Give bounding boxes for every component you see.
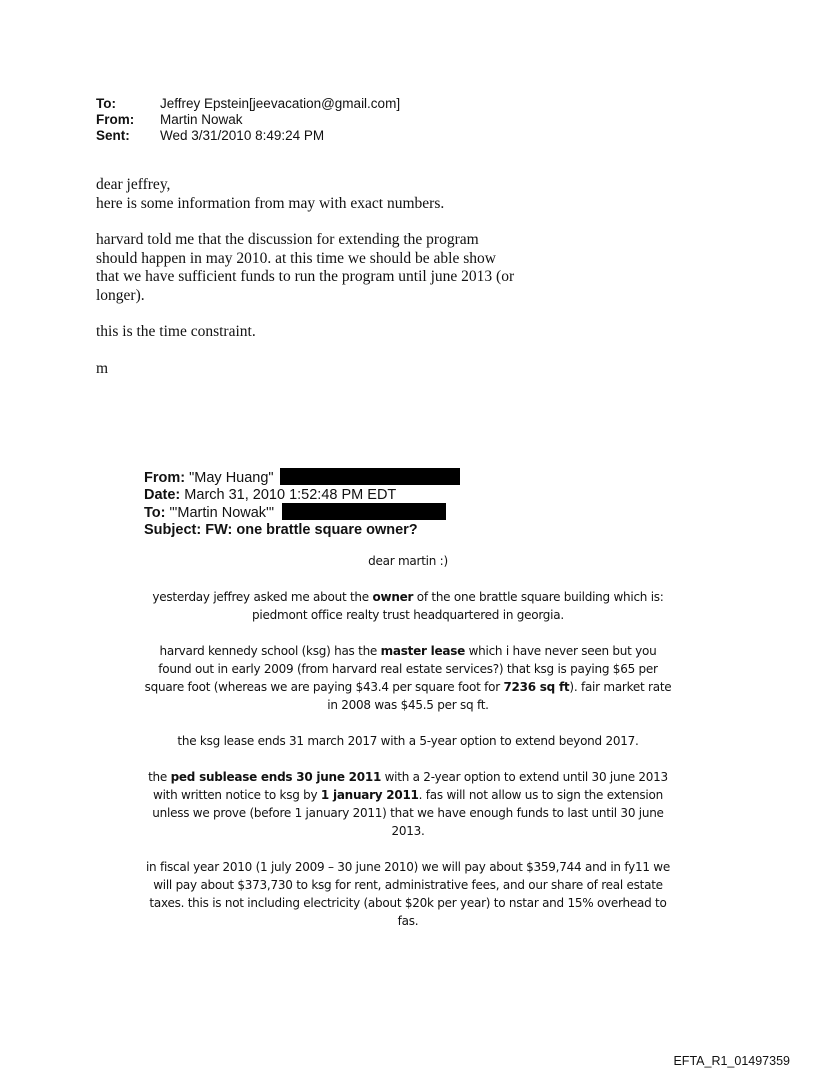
intro-line: here is some information from may with exact numbers. xyxy=(96,194,445,212)
text-run: the xyxy=(148,770,171,784)
fwd-to-row xyxy=(144,503,460,522)
greeting: dear jeffrey, xyxy=(96,176,171,193)
text-run: ). fair market rate in 2008 was $45.5 per sq ft. xyxy=(327,680,672,712)
to-row xyxy=(96,96,400,112)
message-body xyxy=(96,176,516,396)
redaction-box xyxy=(280,468,460,485)
fwd-to-label: To: xyxy=(144,505,166,521)
sent-value: Wed 3/31/2010 8:49:24 PM xyxy=(160,128,325,143)
email-header xyxy=(96,96,400,144)
bold-master-lease: master lease xyxy=(380,644,465,658)
fwd-to-value: "'Martin Nowak'" xyxy=(169,505,274,521)
bold-sq-ft: 7236 sq ft xyxy=(503,680,570,694)
message-paragraph-2: harvard told me that the discussion for extending the program should happen in may 2010. at this time we should be able show that we have sufficient funds to run the program until june 2013 (or longer). xyxy=(96,231,515,304)
from-value: Martin Nowak xyxy=(160,112,243,127)
fwd-paragraph-5: in fiscal year 2010 (1 july 2009 – 30 june 2010) we will pay about $359,744 and in fy11 we will pay about $373,730 to ksg for rent, administrative fees, and our share of real estate taxes. this is not including electricity (about $20k per year) to nstar and 15% overhead to fas. xyxy=(145,860,671,928)
text-run: with a 2-year option to extend until 30 june 2013 with written notice to ksg by xyxy=(153,770,668,802)
bold-notice-date: 1 january 2011 xyxy=(320,788,419,802)
from-row xyxy=(96,112,400,128)
message-intro xyxy=(96,176,516,213)
to-label: To: xyxy=(96,96,116,111)
sent-label: Sent: xyxy=(96,128,130,143)
fwd-paragraph-1 xyxy=(144,588,672,624)
to-value: Jeffrey Epstein[jeevacation@gmail.com] xyxy=(160,96,401,111)
text-run: . fas will not allow us to sign the extension unless we prove (before 1 january 2011) that we have enough funds to last until 30 june 2013. xyxy=(152,788,664,838)
bold-owner: owner xyxy=(372,590,414,604)
text-run: harvard kennedy school (ksg) has the xyxy=(159,644,381,658)
fwd-paragraph-3: the ksg lease ends 31 march 2017 with a 5-year option to extend beyond 2017. xyxy=(177,734,639,748)
fwd-from-value: "May Huang" xyxy=(189,470,274,486)
fwd-date-row xyxy=(144,487,460,504)
text-run: of the one brattle square building which is: piedmont office realty trust headquartered in georgia. xyxy=(252,590,664,622)
from-label: From: xyxy=(96,112,135,127)
text-run: which i have never seen but you found out in early 2009 (from harvard real estate services?) that ksg is paying $65 per square foot (whereas we are paying $43.4 per square foot for xyxy=(144,644,658,694)
fwd-date-value: March 31, 2010 1:52:48 PM EDT xyxy=(184,486,397,503)
document-id: EFTA_R1_01497359 xyxy=(673,1054,790,1068)
sent-row xyxy=(96,128,400,144)
forwarded-header xyxy=(144,468,460,538)
forwarded-body xyxy=(144,552,672,948)
message-paragraph-3: this is the time constraint. xyxy=(96,323,256,340)
fwd-subject-row xyxy=(144,522,460,539)
bold-sublease-end: ped sublease ends 30 june 2011 xyxy=(170,770,382,784)
message-signoff: m xyxy=(96,359,109,377)
fwd-subject: Subject: FW: one brattle square owner? xyxy=(144,521,418,538)
fwd-salutation: dear martin :) xyxy=(368,554,448,568)
redaction-box xyxy=(282,503,446,520)
fwd-paragraph-2 xyxy=(144,642,672,714)
fwd-paragraph-4 xyxy=(144,768,672,840)
fwd-from-label: From: xyxy=(144,470,186,486)
fwd-date-label: Date: xyxy=(144,486,181,503)
fwd-from-row xyxy=(144,468,460,487)
text-run: yesterday jeffrey asked me about the xyxy=(152,590,373,604)
